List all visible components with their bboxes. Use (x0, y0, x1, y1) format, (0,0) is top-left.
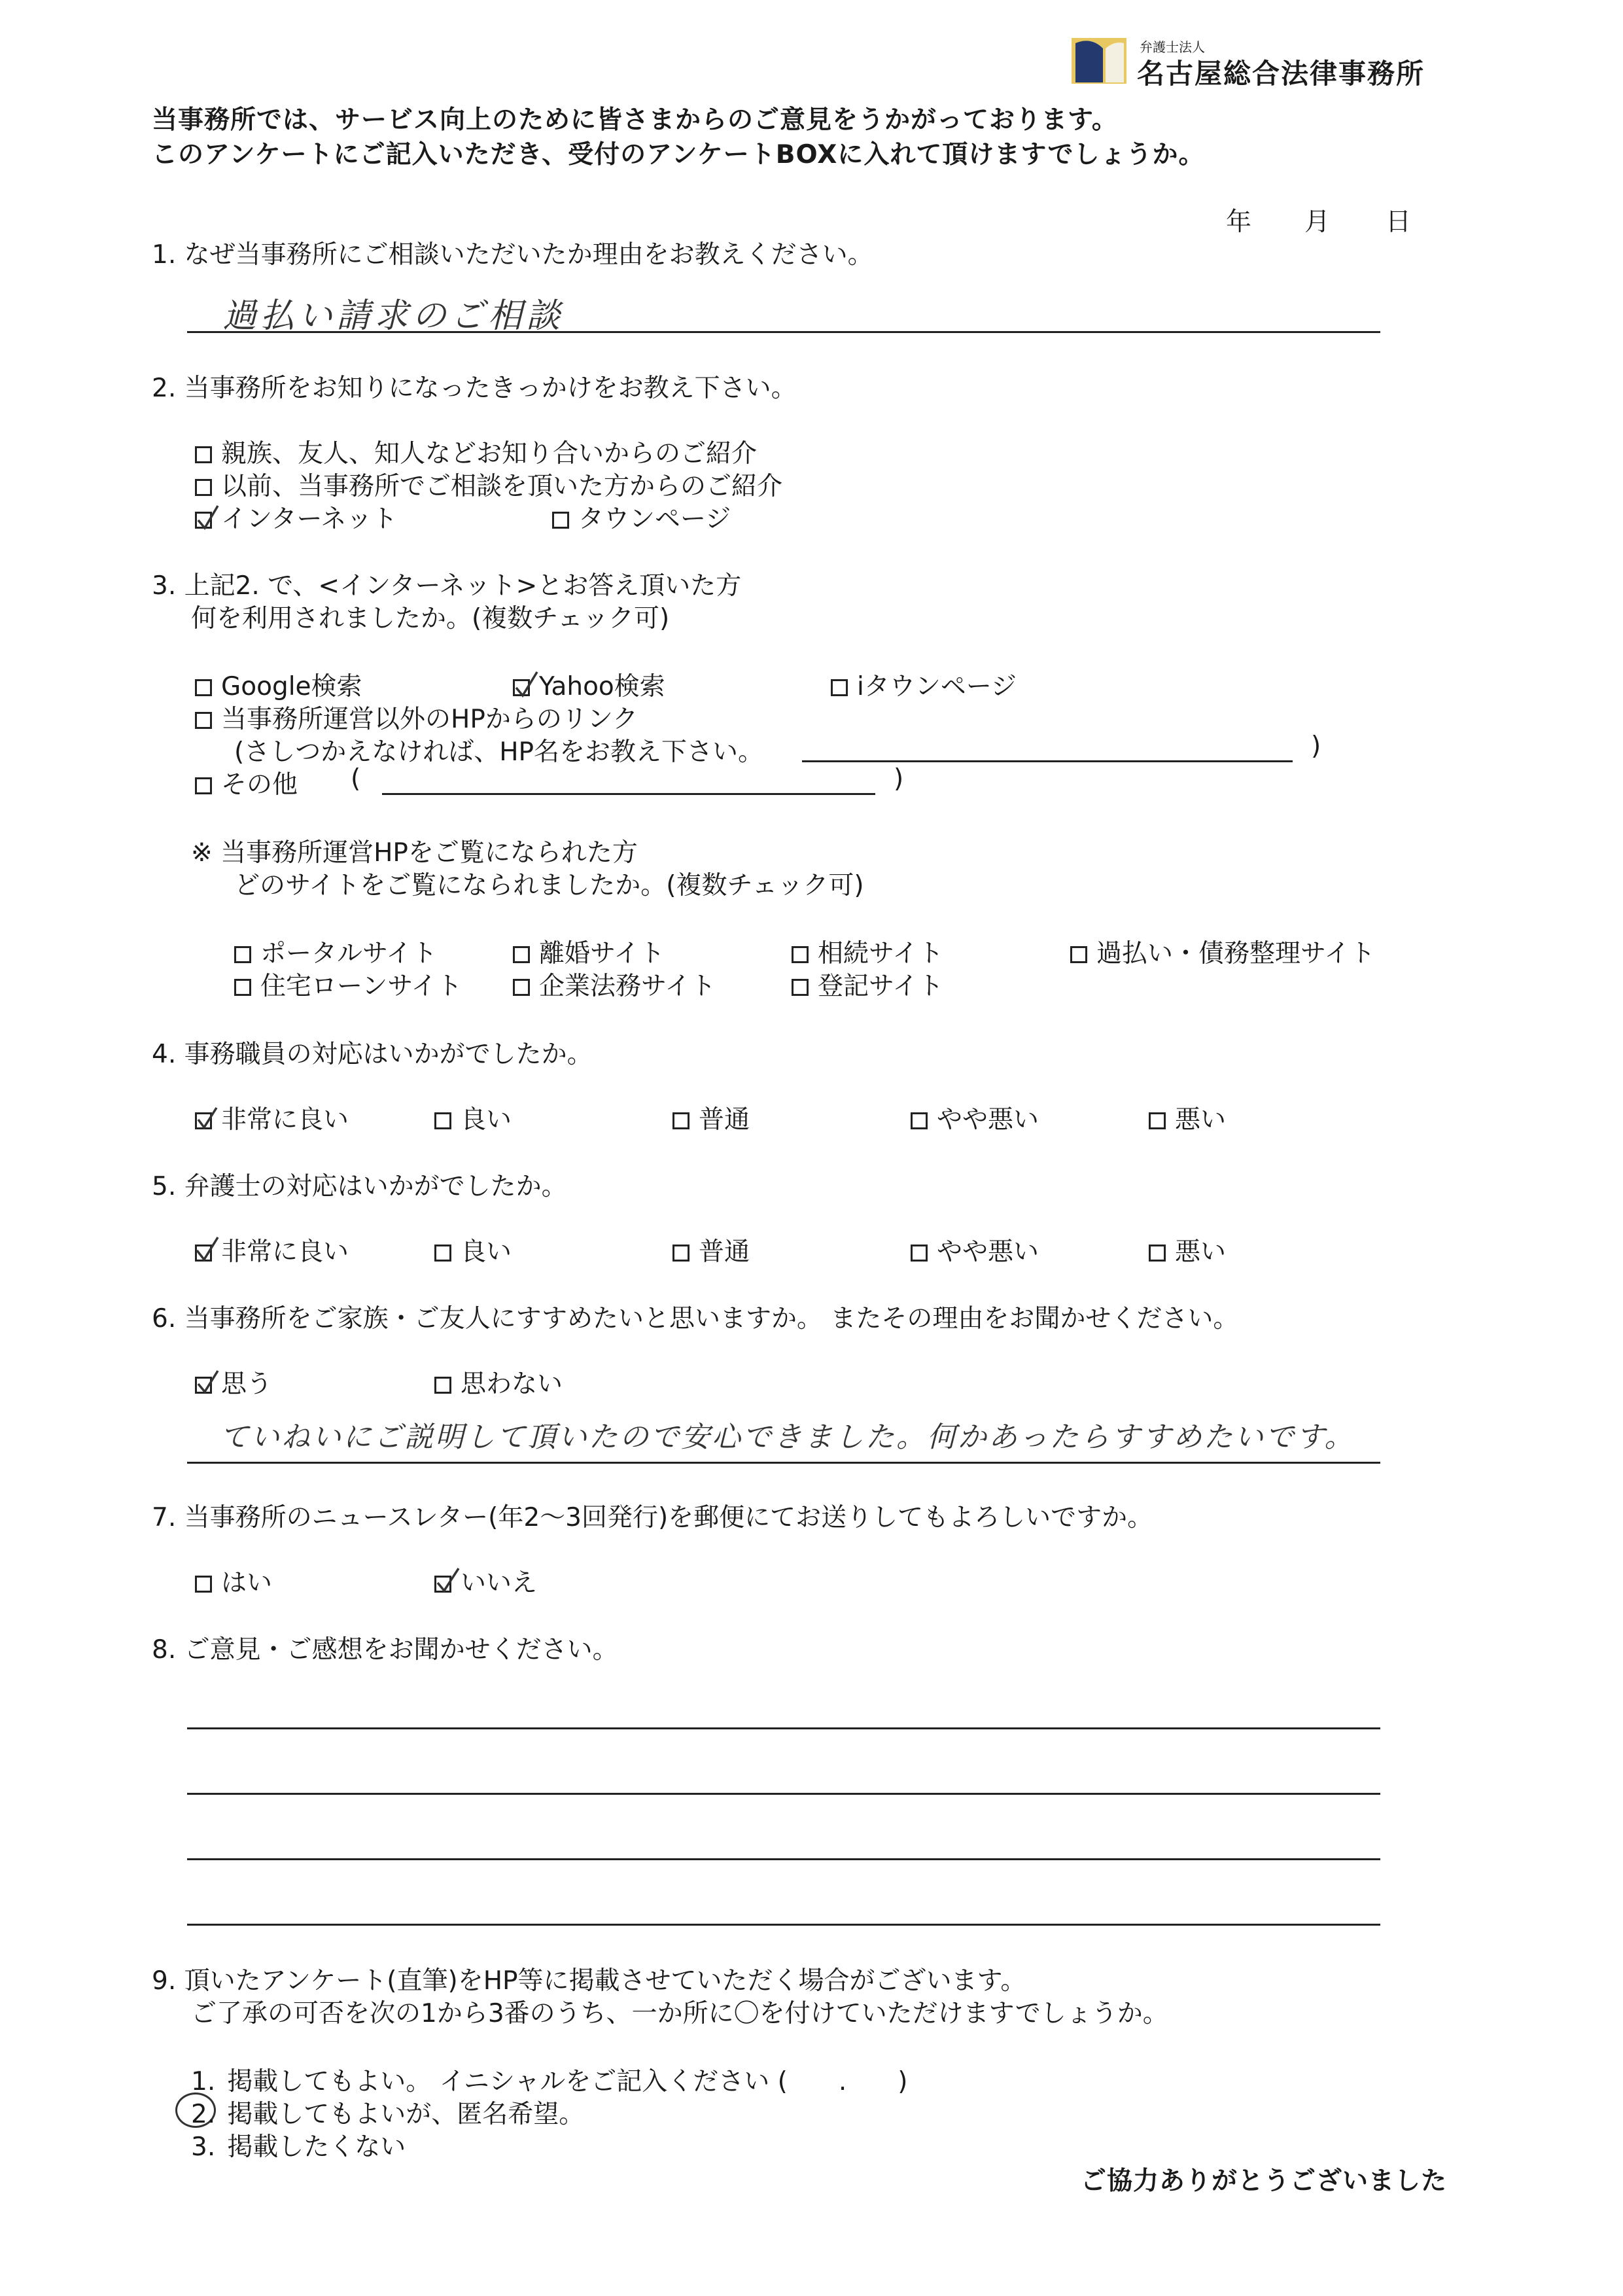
q3-option-other-hp-link[interactable]: 当事務所運営以外のHPからのリンク (195, 699, 638, 735)
q9-choice-1-number: 1. (191, 2067, 216, 2096)
intro-line-2: このアンケートにご記入いただき、受付のアンケートBOXに入れて頂けますでしょうか。 (152, 140, 1205, 169)
checkbox[interactable] (831, 679, 848, 696)
q3-site-debt[interactable]: 過払い・債務整理サイト (1070, 933, 1375, 970)
q8-label: 8. ご意見・ご感想をお聞かせください。 (152, 1635, 618, 1665)
checkbox[interactable] (195, 712, 212, 729)
firm-logo-icon (1072, 34, 1126, 84)
check-mark-icon (196, 504, 220, 531)
checkbox[interactable] (234, 946, 251, 963)
thanks-message: ご協力ありがとうございました (1081, 2166, 1448, 2196)
q3-site-registration[interactable]: 登記サイト (792, 966, 943, 1002)
q1-handwritten-answer[interactable]: 過払い請求のご相談 (222, 296, 565, 336)
q5-option-average[interactable]: 普通 (672, 1231, 750, 1268)
intro-line-1: 当事務所では、サービス向上のために皆さまからのご意見をうかがっております。 (152, 105, 1118, 135)
q3-hp-name-line[interactable] (802, 760, 1293, 762)
checkbox[interactable] (234, 979, 251, 996)
check-mark-icon (196, 1105, 220, 1131)
checkbox[interactable] (434, 1377, 451, 1394)
checkbox[interactable] (672, 1112, 689, 1129)
q6-label: 6. 当事務所をご家族・ご友人にすすめたいと思いますか。 またその理由をお聞かせください。 (152, 1304, 1239, 1333)
q1-label: 1. なぜ当事務所にご相談いただいたか理由をお教えください。 (152, 240, 873, 270)
checkbox[interactable] (195, 679, 212, 696)
checkbox[interactable] (911, 1245, 928, 1262)
q4-option-somewhat-bad[interactable]: やや悪い (911, 1099, 1039, 1136)
q7-label: 7. 当事務所のニュースレター(年2～3回発行)を郵便にてお送りしてもよろしいですか。 (152, 1503, 1153, 1532)
q6-option-yes[interactable]: 思う (195, 1364, 272, 1400)
q2-option-townpage[interactable]: タウンページ (552, 499, 731, 535)
checkbox[interactable] (1070, 946, 1087, 963)
q4-option-bad[interactable]: 悪い (1149, 1099, 1226, 1136)
checkbox[interactable] (195, 777, 212, 794)
checkbox[interactable] (513, 946, 530, 963)
check-mark-icon (435, 1568, 460, 1595)
q7-option-yes[interactable]: はい (195, 1563, 272, 1599)
checkbox-checked[interactable] (195, 512, 212, 529)
q5-option-somewhat-bad[interactable]: やや悪い (911, 1231, 1039, 1268)
q3-other-close-paren: ) (894, 764, 904, 794)
q3-link-close-paren: ) (1311, 732, 1321, 761)
q3-option-google[interactable]: Google検索 (195, 666, 362, 703)
q3-label-line-2: 何を利用されましたか。(複数チェック可) (191, 604, 670, 633)
q2-option-previous-client[interactable]: 以前、当事務所でご相談を頂いた方からのご紹介 (195, 466, 782, 503)
checkbox-checked[interactable] (434, 1576, 451, 1593)
q6-answer-line (187, 1462, 1380, 1464)
checkbox-checked[interactable] (513, 679, 530, 696)
q3-site-housing-loan[interactable]: 住宅ローンサイト (234, 966, 462, 1002)
q2-option-internet[interactable]: インターネット (195, 499, 398, 535)
q3-site-divorce[interactable]: 離婚サイト (513, 933, 665, 970)
q3-site-corporate[interactable]: 企業法務サイト (513, 966, 716, 1002)
checkbox[interactable] (911, 1112, 928, 1129)
q3-option-other[interactable]: その他 (195, 764, 298, 801)
q9-choice-3[interactable]: 3. 掲載したくない (191, 2132, 406, 2162)
checkbox[interactable] (434, 1245, 451, 1262)
checkbox[interactable] (513, 979, 530, 996)
checkbox-checked[interactable] (195, 1112, 212, 1129)
checkbox[interactable] (195, 1576, 212, 1593)
date-year-label: 年 (1226, 207, 1252, 237)
q1-answer-line (187, 331, 1380, 333)
q9-choice-1[interactable]: 1. 掲載してもよい。 イニシャルをご記入ください ( . ) (191, 2067, 908, 2096)
checkbox[interactable] (672, 1245, 689, 1262)
checkbox[interactable] (552, 512, 569, 529)
q3-option-yahoo[interactable]: Yahoo検索 (513, 666, 665, 703)
q2-label: 2. 当事務所をお知りになったきっかけをお教え下さい。 (152, 374, 797, 403)
q2-option-friends[interactable]: 親族、友人、知人などお知り合いからのご紹介 (195, 433, 757, 470)
q8-comment-line-4[interactable] (187, 1924, 1380, 1926)
q4-option-very-good[interactable]: 非常に良い (195, 1099, 349, 1136)
q4-option-good[interactable]: 良い (434, 1099, 512, 1136)
checkbox[interactable] (792, 946, 809, 963)
q5-option-bad[interactable]: 悪い (1149, 1231, 1226, 1268)
check-mark-icon (196, 1237, 220, 1263)
check-mark-icon (196, 1369, 220, 1396)
date-day-label: 日 (1386, 207, 1412, 237)
checkbox[interactable] (792, 979, 809, 996)
q8-comment-line-2[interactable] (187, 1793, 1380, 1795)
q6-handwritten-reason[interactable]: ていねいにご説明して頂いたので安心できました。何かあったらすすめたいです。 (220, 1421, 1355, 1454)
q3-site-inheritance[interactable]: 相続サイト (792, 933, 943, 970)
checkbox-checked[interactable] (195, 1377, 212, 1394)
checkbox[interactable] (195, 446, 212, 463)
checkbox-checked[interactable] (195, 1245, 212, 1262)
q8-comment-line-1[interactable] (187, 1727, 1380, 1729)
checkbox[interactable] (195, 479, 212, 496)
q3-label-line-1: 3. 上記2. で、<インターネット>とお答え頂いた方 (152, 571, 742, 601)
q9-label-line-1: 9. 頂いたアンケート(直筆)をHP等に掲載させていただく場合がございます。 (152, 1966, 1026, 1996)
q3-sub-label-line-1: ※ 当事務所運営HPをご覧になられた方 (191, 838, 638, 868)
q3-other-open-paren: ( (351, 764, 361, 794)
checkbox[interactable] (434, 1112, 451, 1129)
q3-sub-label-line-2: どのサイトをご覧になられましたか。(複数チェック可) (234, 871, 864, 900)
q9-choice-2-number: 2. (191, 2100, 216, 2129)
q4-label: 4. 事務職員の対応はいかがでしたか。 (152, 1040, 593, 1069)
q9-label-line-2: ご了承の可否を次の1から3番のうち、一か所に〇を付けていただけますでしょうか。 (191, 1999, 1168, 2028)
q3-link-note: (さしつかえなければ、HP名をお教え下さい。 (234, 737, 764, 767)
logo-subtitle: 弁護士法人 (1140, 39, 1205, 55)
q4-option-average[interactable]: 普通 (672, 1099, 750, 1136)
q5-option-good[interactable]: 良い (434, 1231, 512, 1268)
logo-firm-name: 名古屋総合法律事務所 (1137, 58, 1425, 90)
checkbox[interactable] (1149, 1245, 1166, 1262)
q5-option-very-good[interactable]: 非常に良い (195, 1231, 349, 1268)
q9-choice-2[interactable]: 2. 掲載してもよいが、匿名希望。 (191, 2100, 585, 2129)
q9-choice-3-number: 3. (191, 2132, 216, 2162)
q3-option-itownpage[interactable]: iタウンページ (831, 666, 1017, 703)
q3-site-portal[interactable]: ポータルサイト (234, 933, 437, 970)
q3-other-line[interactable] (382, 793, 875, 795)
date-month-label: 月 (1304, 207, 1331, 237)
q7-option-no[interactable]: いいえ (434, 1563, 537, 1599)
check-mark-icon (514, 672, 538, 698)
q8-comment-line-3[interactable] (187, 1858, 1380, 1860)
q5-label: 5. 弁護士の対応はいかがでしたか。 (152, 1172, 567, 1201)
checkbox[interactable] (1149, 1112, 1166, 1129)
q6-option-no[interactable]: 思わない (434, 1364, 563, 1400)
